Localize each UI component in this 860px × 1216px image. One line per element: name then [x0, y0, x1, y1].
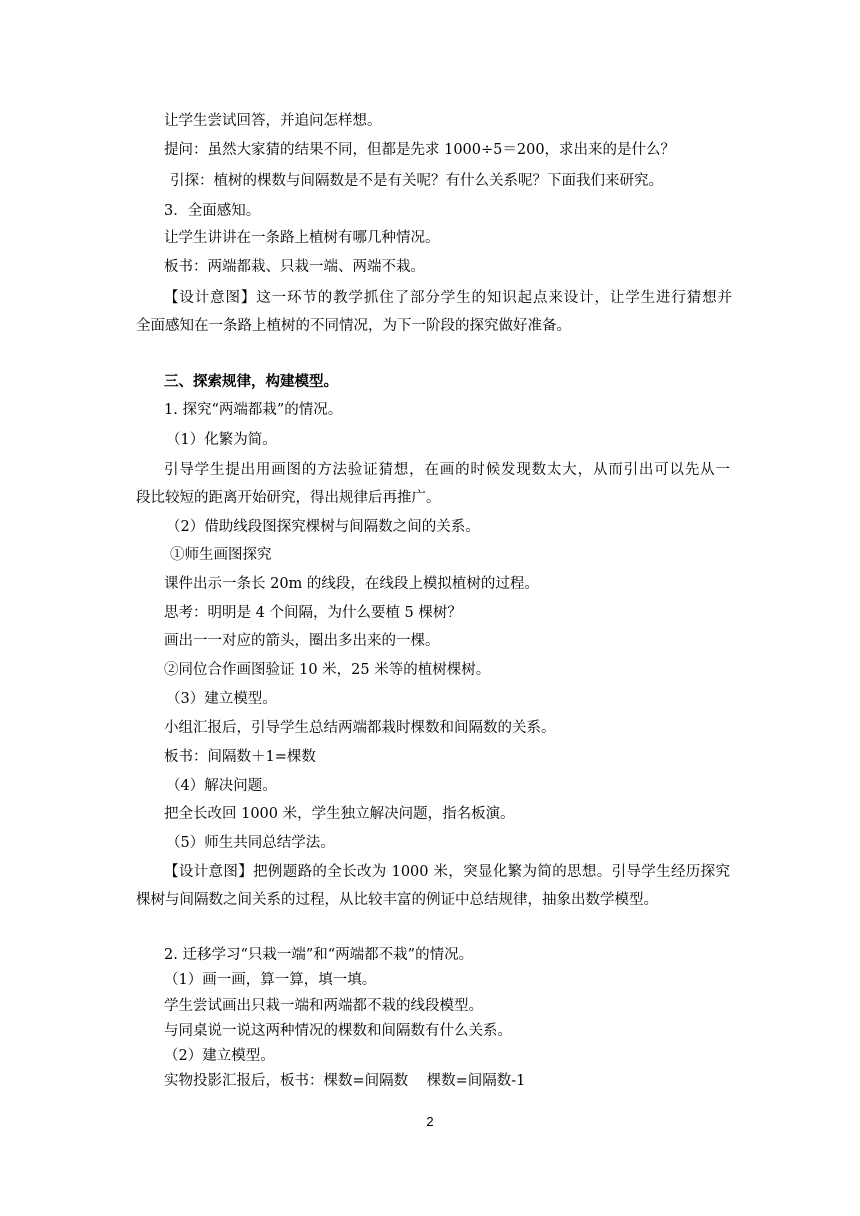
text-line: 3．全面感知。 [164, 203, 261, 219]
text-line: 让学生尝试回答，并追问怎样想。 [164, 113, 382, 129]
text-line: 引导学生提出用画图的方法验证猜想，在画的时候发现数太大，从而引出可以先从一 [164, 462, 730, 478]
text-line: ①师生画图探究 [170, 547, 272, 563]
text-line: 提问：虽然大家猜的结果不同，但都是先求 1000÷5＝200，求出来的是什么？ [164, 142, 676, 158]
text-line: 板书：两端都栽、只栽一端、两端不栽。 [164, 259, 425, 275]
design-intent-line: 【设计意图】这一环节的教学抓住了部分学生的知识起点来设计，让学生进行猜想并 [164, 290, 732, 306]
text-line: （2）借助线段图探究棵树与间隔数之间的关系。 [166, 519, 480, 535]
page-number: 2 [426, 1114, 434, 1129]
section-heading: 三、探索规律，构建模型。 [164, 373, 338, 390]
text-line: 实物投影汇报后，板书：棵数=间隔数 棵数=间隔数-1 [164, 1073, 526, 1089]
design-intent-line: 【设计意图】把例题路的全长改为 1000 米，突显化繁为简的思想。引导学生经历探究 [164, 864, 730, 880]
text-line: 段比较短的距离开始研究，得出规律后再推广。 [136, 490, 441, 506]
subsection-heading: 2. 迁移学习“只栽一端”和“两端都不栽”的情况。 [164, 947, 474, 963]
text-line: 思考：明明是 4 个间隔，为什么要植 5 棵树？ [164, 605, 462, 621]
text-line: （5）师生共同总结学法。 [166, 835, 335, 851]
text-line: （2）建立模型。 [164, 1048, 275, 1064]
text-line: 学生尝试画出只栽一端和两端都不栽的线段模型。 [164, 998, 483, 1014]
text-line: 把全长改回 1000 米，学生独立解决问题，指名板演。 [164, 806, 515, 822]
text-line: 与同桌说一说这两种情况的棵数和间隔数有什么关系。 [164, 1023, 512, 1039]
text-line: 课件出示一条长 20m 的线段，在线段上模拟植树的过程。 [164, 576, 539, 592]
text-line: （3）建立模型。 [166, 691, 277, 707]
text-line: （1）画一画，算一算，填一填。 [164, 972, 377, 988]
subsection-heading: 1. 探究“两端都栽”的情况。 [164, 402, 343, 418]
text-line: 画出一一对应的箭头，圈出多出来的一棵。 [164, 633, 440, 649]
text-line: 全面感知在一条路上植树的不同情况，为下一阶段的探究做好准备。 [136, 318, 571, 334]
text-line: 板书：间隔数＋1=棵数 [164, 749, 316, 765]
text-line: （1）化繁为简。 [166, 432, 277, 448]
text-line: ②同位合作画图验证 10 米，25 米等的植树棵树。 [164, 662, 491, 678]
text-line: （4）解决问题。 [166, 778, 277, 794]
text-line: 引探：植树的棵数与间隔数是不是有关呢？有什么关系呢？下面我们来研究。 [170, 173, 663, 189]
text-line: 让学生讲讲在一条路上植树有哪几种情况。 [164, 230, 440, 246]
text-line: 棵树与间隔数之间关系的过程，从比较丰富的例证中总结规律，抽象出数学模型。 [136, 892, 658, 908]
text-line: 小组汇报后，引导学生总结两端都栽时棵数和间隔数的关系。 [164, 720, 556, 736]
